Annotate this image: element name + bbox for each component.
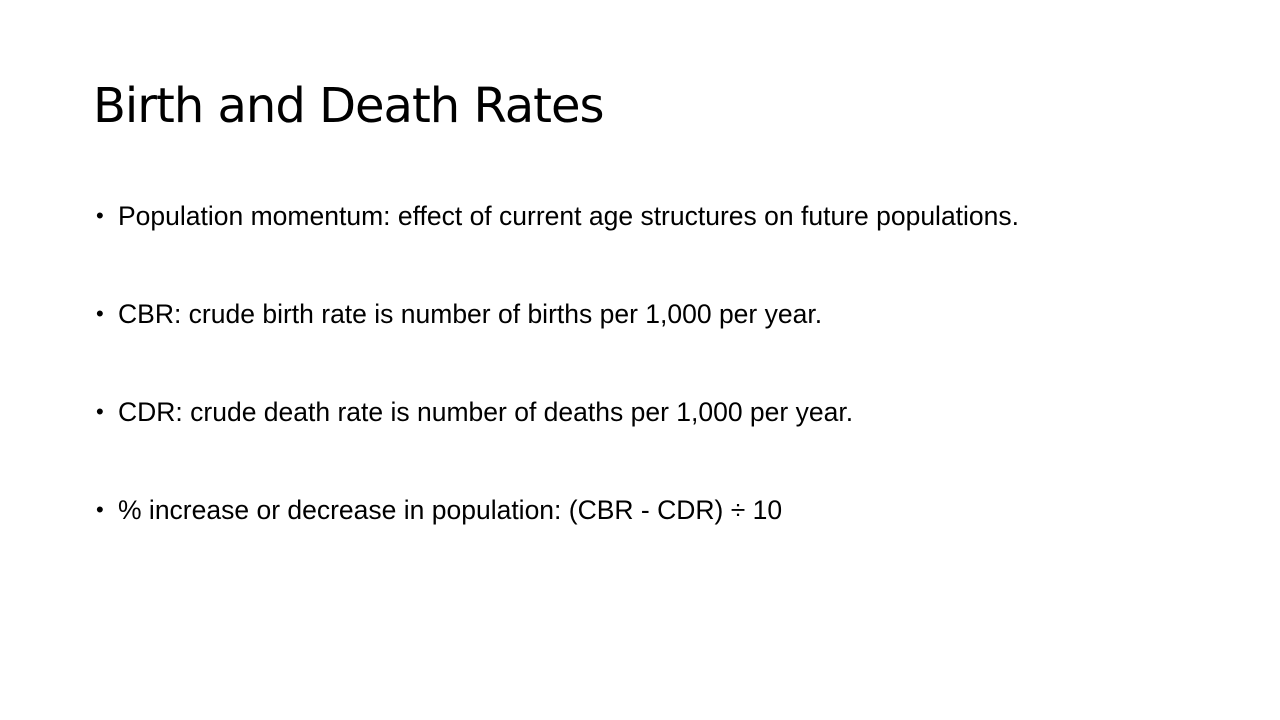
bullet-marker: • [96,497,104,522]
bullet-marker: • [96,399,104,424]
bullet-item-cbr [96,294,1166,334]
slide-title: Birth and Death Rates [93,78,604,134]
bullet-text: CDR: crude death rate is number of deaths per 1,000 per year. [118,397,854,427]
bullet-marker: • [96,203,104,228]
bullet-item-population-change [96,490,1166,530]
bullet-text: Population momentum: effect of current age structures on future populations. [118,201,1020,231]
bullet-text: % increase or decrease in population: (CBR - CDR) ÷ 10 [118,495,783,525]
bullet-list [96,196,1166,588]
bullet-marker: • [96,301,104,326]
bullet-item-cdr [96,392,1166,432]
bullet-text: CBR: crude birth rate is number of births per 1,000 per year. [118,299,823,329]
bullet-item-population-momentum [96,196,1166,236]
